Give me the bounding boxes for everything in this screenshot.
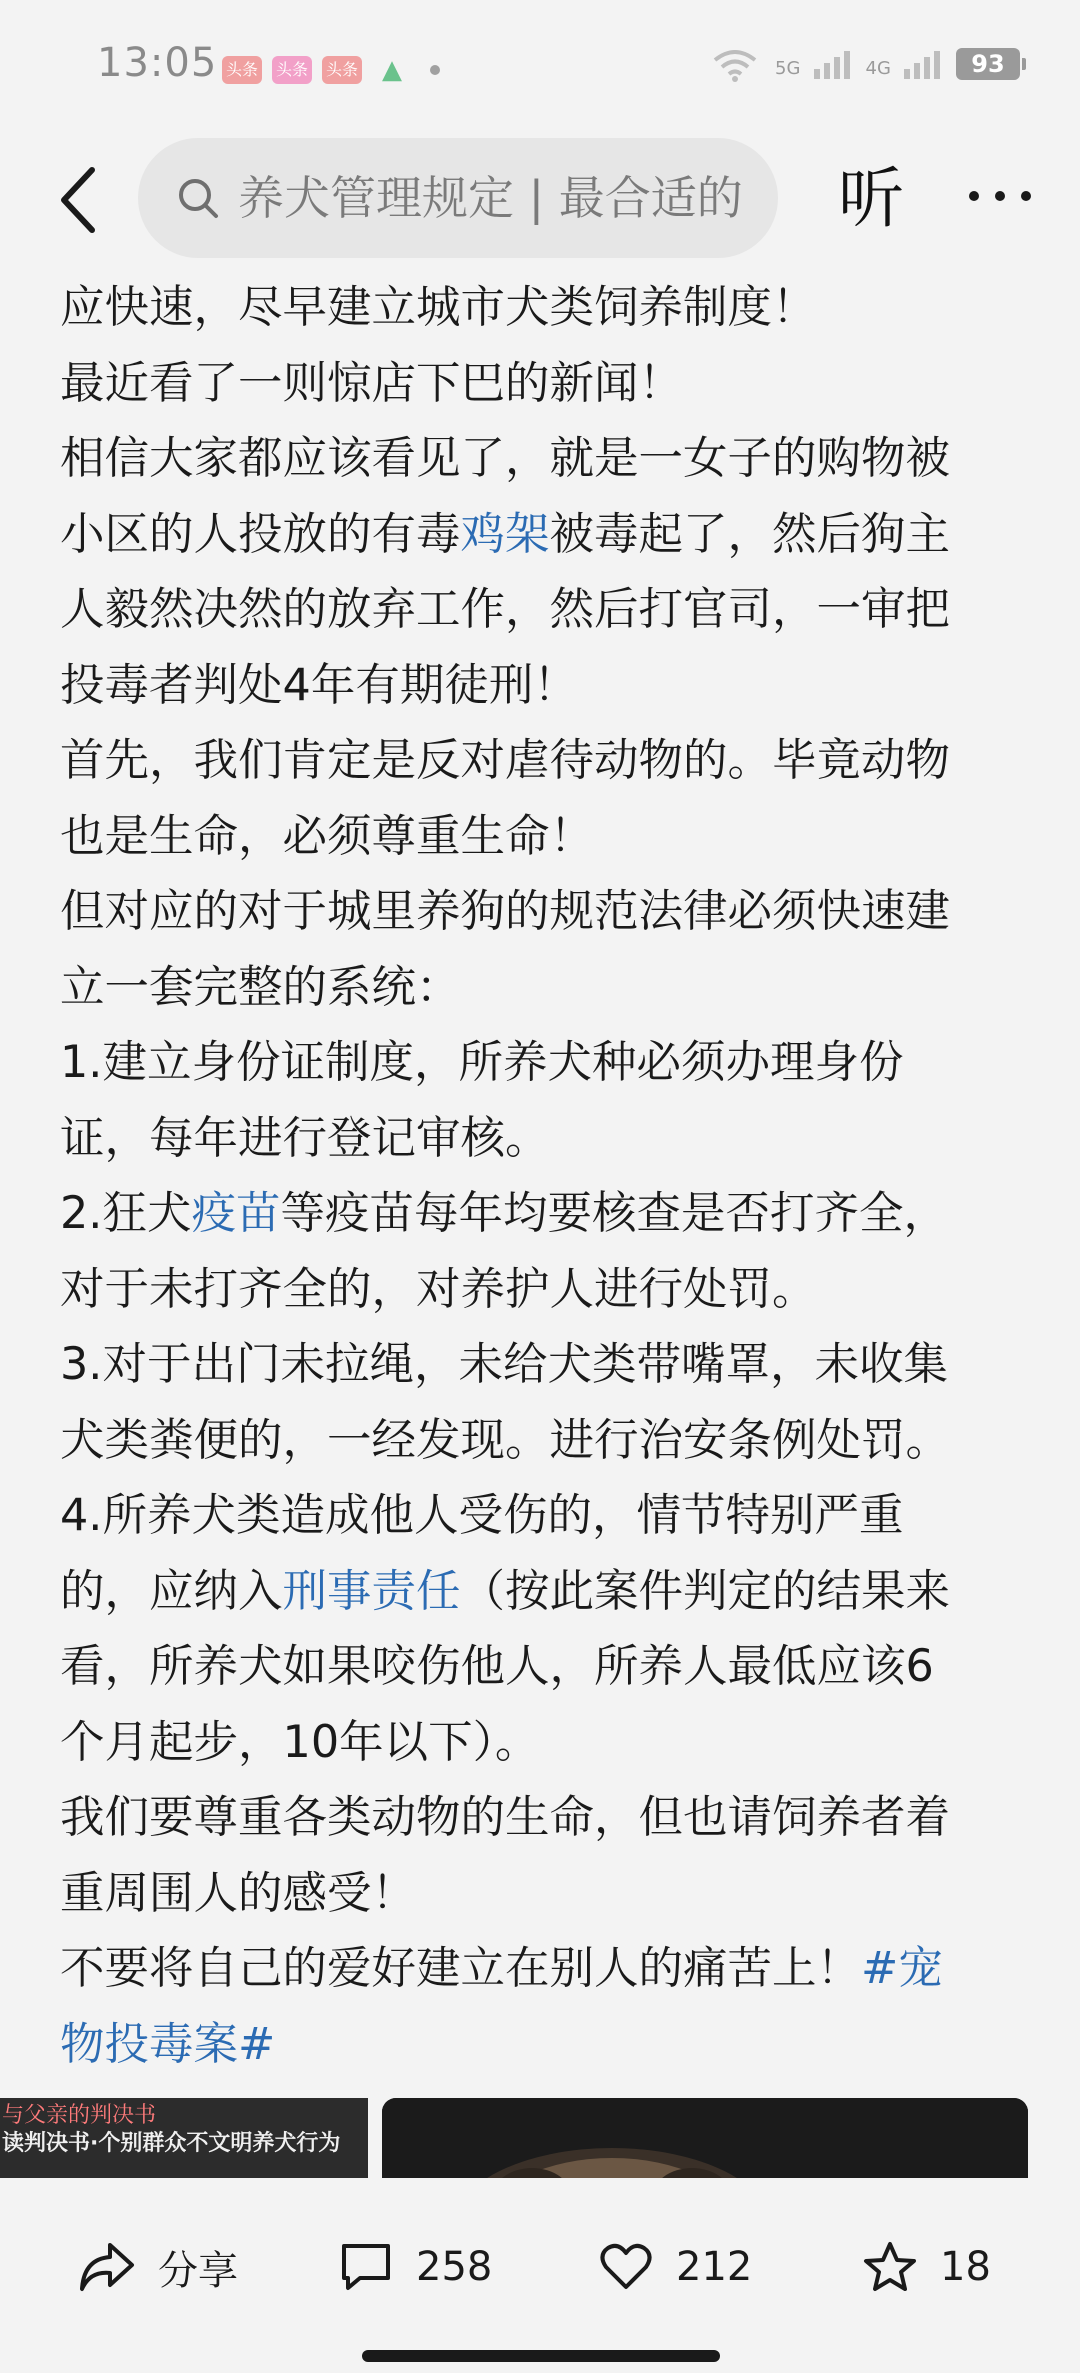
toutiao-app-icon: 头条 bbox=[272, 56, 312, 84]
article-line: 3.对于出门未拉绳，未给犬类带嘴罩，未收集 bbox=[60, 1339, 948, 1390]
home-indicator[interactable] bbox=[362, 2350, 720, 2362]
article-line: 4.所养犬类造成他人受伤的，情节特别严重 bbox=[60, 1490, 904, 1541]
keyword-link-chicken-rack[interactable]: 鸡架 bbox=[460, 508, 550, 560]
search-query-text: 养犬管理规定 | 最合适的 bbox=[238, 171, 743, 225]
signal-5g-icon: 5G bbox=[775, 49, 850, 79]
system-status-icons bbox=[711, 46, 1020, 82]
battery-icon: 93 bbox=[956, 48, 1020, 80]
article-line: 2.狂犬疫苗等疫苗每年均要核查是否打齐全， bbox=[60, 1188, 948, 1239]
article-line: 投毒者判处4年有期徒刑！ bbox=[60, 659, 578, 711]
status-bar bbox=[0, 0, 1080, 130]
dog-photo-icon bbox=[382, 2098, 1028, 2178]
more-options-button[interactable] bbox=[960, 176, 1040, 216]
more-notifications-dot-icon bbox=[430, 65, 440, 75]
article-line: 但对应的对于城里养狗的规范法律必须快速建 bbox=[60, 886, 951, 937]
share-label: 分享 bbox=[158, 2247, 238, 2294]
share-button[interactable] bbox=[78, 2232, 238, 2302]
star-icon bbox=[862, 2240, 918, 2294]
article-line: 重周围人的感受！ bbox=[60, 1867, 417, 1919]
article-line: 对于未打齐全的，对养护人进行处罚。 bbox=[60, 1263, 817, 1315]
back-arrow-icon bbox=[48, 158, 108, 242]
image-caption-top: 与父亲的判决书 bbox=[2, 2103, 157, 2128]
toutiao-app-icon: 头条 bbox=[322, 56, 362, 84]
article-line: 犬类粪便的，一经发现。进行治安条例处罚。 bbox=[60, 1414, 951, 1466]
keyword-link-criminal-liability[interactable]: 刑事责任 bbox=[282, 1565, 461, 1617]
article-line: 我们要尊重各类动物的生命，但也请饲养者着 bbox=[60, 1792, 951, 1843]
image-caption: 读判决书·个别群众不文明养犬行为 bbox=[2, 2131, 341, 2156]
heart-icon bbox=[598, 2241, 654, 2293]
keyword-link-vaccine[interactable]: 疫苗 bbox=[191, 1188, 281, 1239]
article-line: 个月起步，10年以下）。 bbox=[60, 1716, 540, 1768]
bottom-action-bar bbox=[0, 2178, 1080, 2373]
comment-count: 258 bbox=[416, 2244, 493, 2290]
favorite-count: 18 bbox=[940, 2244, 991, 2290]
back-button[interactable] bbox=[48, 158, 108, 242]
article-line: 也是生命，必须尊重生命！ bbox=[60, 810, 595, 862]
share-icon bbox=[78, 2239, 136, 2295]
article-image-thumbnail[interactable] bbox=[0, 2098, 368, 2178]
hashtag-link[interactable]: 物投毒案# bbox=[60, 2018, 276, 2070]
article-line: 1.建立身份证制度，所养犬种必须办理身份 bbox=[60, 1037, 904, 1088]
hashtag-link[interactable]: #宠 bbox=[861, 1943, 943, 1994]
listen-button[interactable]: 听 bbox=[838, 160, 904, 237]
toutiao-app-icon: 头条 bbox=[222, 56, 262, 84]
comment-icon bbox=[338, 2240, 394, 2294]
article-line bbox=[60, 2007, 1030, 2083]
status-time: 13:05 bbox=[97, 40, 218, 86]
article-line: 立一套完整的系统： bbox=[60, 961, 461, 1013]
app-notification-icon: ▲ bbox=[382, 55, 402, 85]
article-line: 看，所养犬如果咬伤他人，所养人最低应该6 bbox=[60, 1641, 934, 1692]
article-line: 相信大家都应该看见了，就是一女子的购物被 bbox=[60, 433, 951, 484]
wifi-icon bbox=[711, 46, 759, 82]
article-line: 小区的人投放的有毒鸡架被毒起了，然后狗主 bbox=[60, 508, 951, 560]
search-icon bbox=[176, 176, 220, 220]
more-dots-icon bbox=[960, 176, 1040, 216]
article-line: 不要将自己的爱好建立在别人的痛苦上！#宠 bbox=[60, 1943, 943, 1994]
article-images bbox=[0, 2098, 1080, 2178]
article-body bbox=[60, 270, 1030, 2082]
article-line: 应快速，尽早建立城市犬类饲养制度！ bbox=[60, 282, 817, 333]
article-image-dog[interactable] bbox=[382, 2098, 1028, 2178]
like-button[interactable] bbox=[598, 2232, 752, 2302]
article-line: 的，应纳入刑事责任（按此案件判定的结果来 bbox=[60, 1565, 951, 1617]
top-nav-bar bbox=[0, 130, 1080, 270]
search-bar[interactable] bbox=[138, 138, 778, 258]
notification-icons bbox=[222, 56, 440, 84]
signal-4g-icon: 4G bbox=[866, 49, 941, 79]
article-line: 人毅然决然的放弃工作，然后打官司，一审把 bbox=[60, 584, 951, 635]
article-line: 证，每年进行登记审核。 bbox=[60, 1112, 550, 1164]
article-line: 最近看了一则惊店下巴的新闻！ bbox=[60, 357, 684, 409]
comment-button[interactable] bbox=[338, 2232, 492, 2302]
favorite-button[interactable] bbox=[862, 2232, 991, 2302]
article-line: 首先，我们肯定是反对虐待动物的。毕竟动物 bbox=[60, 735, 951, 786]
like-count: 212 bbox=[676, 2244, 753, 2290]
